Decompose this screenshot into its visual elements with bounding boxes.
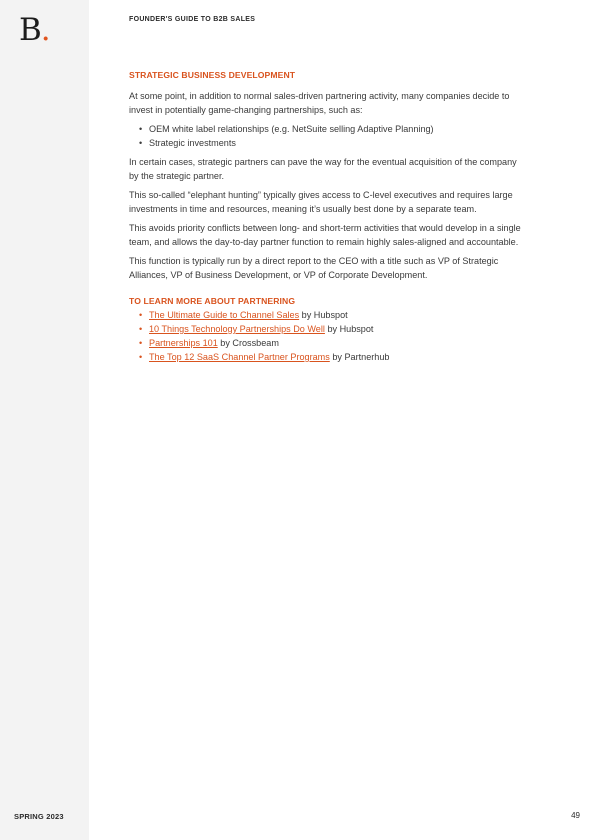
logo-letter: B <box>19 12 41 48</box>
page-number: 49 <box>571 811 580 820</box>
resource-source: by Partnerhub <box>329 352 390 362</box>
list-item: • Strategic investments <box>139 136 521 150</box>
body-paragraph: This so-called “elephant hunting” typically gives access to C-level executives and requires large investments in time and resources, meaning it’s usually best done by a separate team. <box>129 190 513 214</box>
resource-link-technology-partnerships[interactable]: 10 Things Technology Partnerships Do Well <box>149 324 325 334</box>
footer-edition: SPRING 2023 <box>14 812 64 821</box>
resource-link-channel-sales-guide[interactable]: The Ultimate Guide to Channel Sales <box>149 310 300 320</box>
resource-item <box>139 336 521 350</box>
running-header: FOUNDER'S GUIDE TO B2B SALES <box>129 16 256 23</box>
resources-heading: TO LEARN MORE ABOUT PARTNERING <box>129 296 296 306</box>
brand-logo <box>19 13 50 47</box>
intro-paragraph: At some point, in addition to normal sales-driven partnering activity, many companies decide to invest in potentially game-changing partnerships, such as: <box>129 91 510 115</box>
resource-item <box>139 350 521 364</box>
main-content <box>129 68 521 364</box>
resource-source: by Crossbeam <box>217 338 279 348</box>
logo-dot: . <box>40 12 50 48</box>
body-paragraph: In certain cases, strategic partners can pave the way for the eventual acquisition of the company by the strategic partner. <box>129 157 517 181</box>
list-item: • OEM white label relationships (e.g. NetSuite selling Adaptive Planning) <box>139 122 521 136</box>
resource-source: by Hubspot <box>324 324 374 334</box>
resource-link-partnerships-101[interactable]: Partnerships 101 <box>149 338 218 348</box>
resource-link-saas-channel-programs[interactable]: The Top 12 SaaS Channel Partner Programs <box>149 352 330 362</box>
section-heading: STRATEGIC BUSINESS DEVELOPMENT <box>129 70 296 80</box>
resource-source: by Hubspot <box>299 310 348 320</box>
resource-item <box>139 322 521 336</box>
resource-item <box>139 308 521 322</box>
body-paragraph: This avoids priority conflicts between long- and short-term activities that would develop in a single team, and allows the day-to-day partner function to remain highly sales-aligned and accountable. <box>129 223 521 247</box>
resources-list <box>129 308 521 364</box>
page-sidebar <box>0 0 89 840</box>
body-paragraph: This function is typically run by a direct report to the CEO with a title such as VP of Strategic Alliances, VP of Business Development, or VP of Corporate Development. <box>129 256 499 280</box>
partnership-types-list <box>129 122 521 150</box>
